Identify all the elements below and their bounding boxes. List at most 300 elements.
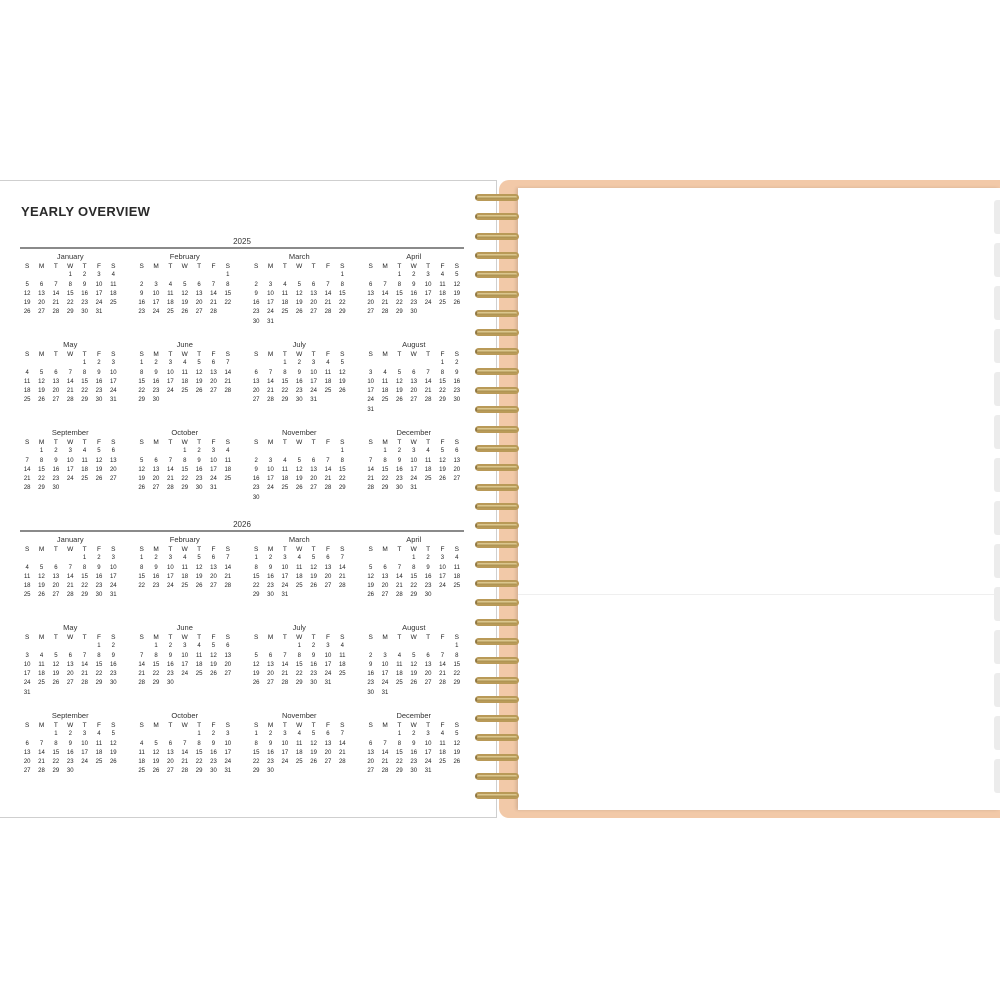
- day-number: 8: [226, 281, 230, 288]
- day-number: 27: [453, 476, 461, 483]
- day-number: 29: [453, 680, 461, 687]
- day-number: 5: [211, 643, 216, 650]
- day-number: 6: [211, 555, 216, 562]
- day-number: 20: [52, 388, 60, 395]
- day-number: 10: [310, 369, 317, 376]
- weekday-label: T: [282, 263, 287, 270]
- weekday-label: W: [67, 722, 74, 729]
- weekday-label: S: [225, 722, 230, 729]
- day-number: 6: [226, 643, 230, 650]
- day-number: 14: [424, 378, 432, 385]
- month-name: June: [176, 340, 193, 349]
- spiral-ring: [472, 521, 522, 531]
- day-number: 18: [38, 671, 45, 678]
- day-number: 11: [439, 740, 446, 747]
- day-number: 2: [97, 555, 101, 562]
- day-number: 18: [23, 583, 31, 590]
- day-number: 28: [267, 397, 274, 404]
- weekday-label: S: [368, 546, 373, 553]
- day-number: 5: [54, 652, 58, 659]
- day-number: 28: [181, 768, 189, 775]
- day-number: 25: [295, 583, 303, 590]
- weekday-label: M: [382, 722, 388, 729]
- day-number: 27: [224, 671, 232, 678]
- coil-loop: [475, 426, 519, 433]
- day-number: 23: [195, 476, 203, 483]
- day-number: 21: [324, 300, 332, 307]
- empty-day-cell: [20, 730, 34, 739]
- side-tab[interactable]: [994, 200, 1000, 234]
- day-number: 18: [439, 290, 446, 297]
- day-number: 3: [311, 360, 316, 367]
- day-number: 24: [109, 388, 117, 395]
- day-number: 26: [52, 680, 60, 687]
- weekday-label: F: [96, 722, 101, 729]
- day-number: 11: [110, 281, 117, 288]
- day-number: 30: [195, 485, 203, 492]
- day-number: 17: [424, 290, 432, 297]
- day-number: 8: [383, 457, 387, 464]
- weekday-label: T: [53, 351, 58, 358]
- day-number: 1: [97, 643, 101, 650]
- day-number: 7: [340, 731, 344, 738]
- weekday-label: S: [25, 263, 30, 270]
- day-number: 27: [195, 309, 203, 316]
- day-number: 11: [281, 466, 288, 473]
- day-number: 20: [324, 573, 332, 580]
- day-number: 10: [23, 661, 31, 668]
- day-number: 25: [81, 476, 88, 483]
- day-number: 23: [410, 300, 418, 307]
- day-number: 17: [152, 300, 160, 307]
- day-number: 8: [140, 564, 144, 571]
- day-number: 13: [52, 378, 60, 385]
- day-number: 21: [396, 583, 403, 590]
- day-number: 27: [152, 485, 160, 492]
- month-name: October: [171, 711, 199, 720]
- weekday-label: F: [96, 263, 101, 270]
- side-tab[interactable]: [994, 458, 1000, 492]
- day-number: 25: [23, 592, 31, 599]
- day-number: 10: [167, 369, 174, 376]
- weekday-label: M: [153, 546, 159, 553]
- day-number: 1: [82, 555, 87, 562]
- weekday-label: M: [267, 439, 274, 446]
- side-tab[interactable]: [994, 243, 1000, 277]
- day-number: 2: [311, 643, 316, 650]
- weekday-label: M: [267, 263, 274, 270]
- day-number: 17: [109, 573, 117, 580]
- day-number: 6: [412, 369, 416, 376]
- day-number: 22: [381, 476, 389, 483]
- day-number: 21: [224, 378, 232, 385]
- side-tab[interactable]: [994, 673, 1000, 707]
- spiral-ring: [472, 695, 522, 705]
- coil-loop: [475, 696, 519, 703]
- day-number: 8: [283, 369, 287, 376]
- day-number: 12: [252, 661, 260, 668]
- day-number: 25: [109, 300, 117, 307]
- empty-day-cell: [149, 730, 163, 739]
- day-number: 13: [210, 369, 217, 376]
- empty-day-cell: [49, 271, 63, 280]
- day-number: 8: [97, 652, 101, 659]
- weekday-label: T: [53, 722, 58, 729]
- day-number: 20: [310, 476, 317, 483]
- day-number: 17: [267, 476, 274, 483]
- day-number: 19: [109, 749, 117, 756]
- day-number: 7: [383, 281, 387, 288]
- day-number: 13: [66, 661, 74, 668]
- day-number: 12: [152, 749, 160, 756]
- day-number: 25: [453, 583, 461, 590]
- year-block-2026: [20, 520, 464, 799]
- coil-loop: [475, 291, 519, 298]
- day-number: 8: [340, 457, 344, 464]
- coil-loop: [475, 580, 519, 587]
- day-number: 21: [66, 583, 74, 590]
- day-number: 29: [338, 309, 346, 316]
- weekday-label: T: [426, 263, 431, 270]
- day-number: 18: [295, 573, 303, 580]
- day-number: 12: [52, 661, 60, 668]
- day-number: 14: [439, 661, 446, 668]
- day-number: 2: [268, 555, 273, 562]
- weekday-label: F: [211, 722, 216, 729]
- empty-day-cell: [292, 447, 306, 456]
- day-number: 27: [410, 397, 418, 404]
- day-number: 7: [369, 457, 373, 464]
- day-number: 29: [181, 485, 189, 492]
- day-number: 31: [23, 689, 31, 696]
- spiral-ring: [472, 290, 522, 300]
- day-number: 27: [66, 680, 74, 687]
- day-grid: [20, 262, 121, 318]
- day-number: 20: [367, 759, 375, 766]
- weekday-label: M: [382, 546, 388, 553]
- month-name: May: [63, 623, 78, 632]
- day-grid: [20, 350, 121, 406]
- spiral-ring: [472, 560, 522, 570]
- weekday-label: T: [168, 722, 173, 729]
- day-number: 21: [167, 476, 174, 483]
- day-number: 20: [210, 573, 217, 580]
- coil-loop: [475, 522, 519, 529]
- weekday-label: W: [410, 634, 417, 641]
- day-number: 9: [54, 457, 58, 464]
- day-number: 9: [311, 652, 316, 659]
- day-number: 30: [52, 485, 60, 492]
- empty-day-cell: [249, 359, 263, 368]
- day-number: 24: [267, 309, 274, 316]
- day-number: 28: [324, 309, 332, 316]
- day-number: 30: [367, 689, 375, 696]
- day-number: 16: [95, 573, 103, 580]
- weekday-label: W: [67, 351, 74, 358]
- day-number: 16: [138, 300, 146, 307]
- coil-loop: [475, 503, 519, 510]
- empty-day-cell: [206, 271, 220, 280]
- day-number: 14: [66, 573, 74, 580]
- weekday-label: S: [340, 634, 345, 641]
- day-number: 8: [254, 564, 258, 571]
- day-number: 22: [38, 476, 45, 483]
- weekday-label: T: [53, 263, 58, 270]
- day-number: 31: [109, 397, 117, 404]
- side-tab[interactable]: [994, 286, 1000, 320]
- day-number: 4: [183, 555, 187, 562]
- empty-day-cell: [249, 447, 263, 456]
- spiral-ring: [472, 405, 522, 415]
- weekday-label: T: [397, 263, 402, 270]
- day-number: 5: [197, 555, 201, 562]
- day-number: 11: [381, 378, 389, 385]
- day-number: 2: [111, 643, 115, 650]
- day-number: 1: [39, 448, 44, 455]
- day-number: 5: [140, 457, 144, 464]
- day-number: 12: [195, 369, 203, 376]
- day-number: 13: [381, 573, 389, 580]
- day-number: 5: [197, 360, 201, 367]
- empty-day-cell: [178, 730, 192, 739]
- weekday-label: M: [267, 634, 274, 641]
- day-number: 15: [81, 378, 88, 385]
- day-number: 9: [82, 281, 87, 288]
- day-number: 25: [281, 309, 289, 316]
- weekday-label: T: [426, 634, 431, 641]
- day-number: 10: [439, 564, 446, 571]
- weekday-label: S: [368, 634, 373, 641]
- day-number: 19: [295, 476, 303, 483]
- day-number: 5: [455, 272, 459, 279]
- day-number: 23: [410, 759, 418, 766]
- day-number: 26: [109, 759, 117, 766]
- day-number: 30: [267, 768, 274, 775]
- side-tab[interactable]: [994, 587, 1000, 621]
- day-number: 19: [210, 661, 217, 668]
- day-number: 19: [195, 573, 203, 580]
- day-number: 19: [453, 290, 461, 297]
- day-number: 19: [95, 466, 103, 473]
- day-number: 14: [81, 661, 88, 668]
- empty-day-cell: [364, 447, 378, 456]
- day-number: 7: [397, 564, 402, 571]
- day-grid: [135, 545, 236, 591]
- empty-day-cell: [306, 271, 320, 280]
- day-number: 14: [338, 564, 346, 571]
- side-tab[interactable]: [994, 716, 1000, 750]
- month-calendar-october: [135, 711, 236, 799]
- day-number: 21: [367, 476, 375, 483]
- day-number: 29: [138, 397, 146, 404]
- day-grid: [249, 350, 350, 406]
- day-number: 2: [412, 731, 416, 738]
- day-number: 20: [381, 583, 389, 590]
- day-number: 30: [152, 397, 160, 404]
- day-number: 8: [197, 740, 201, 747]
- spiral-ring: [472, 367, 522, 377]
- day-number: 2: [154, 360, 158, 367]
- months-grid: [20, 535, 464, 799]
- day-number: 20: [109, 466, 117, 473]
- day-number: 23: [252, 485, 260, 492]
- day-number: 5: [254, 652, 258, 659]
- empty-day-cell: [378, 730, 392, 739]
- weekday-label: S: [139, 546, 144, 553]
- day-number: 27: [367, 309, 375, 316]
- day-number: 20: [210, 378, 217, 385]
- day-number: 27: [167, 768, 174, 775]
- day-number: 15: [396, 290, 403, 297]
- day-number: 2: [54, 448, 58, 455]
- spiral-ring: [472, 772, 522, 782]
- side-tab[interactable]: [994, 415, 1000, 449]
- weekday-label: T: [311, 722, 316, 729]
- day-number: 18: [324, 378, 332, 385]
- day-number: 2: [68, 731, 72, 738]
- day-number: 20: [52, 583, 60, 590]
- empty-day-cell: [20, 554, 34, 563]
- day-number: 20: [195, 300, 203, 307]
- spiral-ring: [472, 753, 522, 763]
- side-tabs: [992, 200, 1000, 800]
- day-number: 13: [52, 573, 60, 580]
- day-number: 3: [25, 652, 29, 659]
- day-number: 21: [338, 573, 346, 580]
- day-number: 2: [426, 555, 430, 562]
- side-tab[interactable]: [994, 544, 1000, 578]
- spiral-ring: [472, 212, 522, 222]
- day-number: 13: [324, 564, 332, 571]
- day-number: 26: [195, 583, 203, 590]
- day-number: 11: [195, 652, 203, 659]
- day-grid: [135, 438, 236, 494]
- day-number: 20: [267, 671, 274, 678]
- day-number: 25: [281, 485, 289, 492]
- day-number: 4: [297, 555, 301, 562]
- spiral-ring: [472, 328, 522, 338]
- day-number: 14: [224, 369, 232, 376]
- day-number: 18: [224, 466, 232, 473]
- day-number: 3: [211, 448, 216, 455]
- month-name: November: [281, 711, 317, 720]
- day-number: 26: [23, 309, 31, 316]
- weekday-label: S: [254, 351, 259, 358]
- day-number: 21: [23, 476, 31, 483]
- day-number: 8: [254, 740, 258, 747]
- weekday-label: S: [139, 722, 144, 729]
- weekday-label: T: [197, 722, 202, 729]
- weekday-label: T: [311, 634, 316, 641]
- day-number: 6: [311, 281, 316, 288]
- day-number: 9: [154, 564, 158, 571]
- day-number: 11: [324, 369, 332, 376]
- weekday-label: T: [197, 439, 202, 446]
- empty-day-cell: [20, 271, 34, 280]
- weekday-label: W: [181, 439, 188, 446]
- day-number: 2: [97, 360, 101, 367]
- day-number: 20: [38, 300, 45, 307]
- day-number: 26: [453, 759, 461, 766]
- weekday-label: M: [267, 351, 274, 358]
- weekday-label: F: [440, 634, 445, 641]
- coil-loop: [475, 638, 519, 645]
- weekday-label: T: [168, 439, 173, 446]
- day-number: 24: [23, 680, 31, 687]
- day-number: 20: [224, 661, 232, 668]
- day-number: 26: [396, 397, 403, 404]
- day-number: 11: [24, 378, 31, 385]
- empty-day-cell: [49, 554, 63, 563]
- weekday-label: S: [225, 439, 230, 446]
- coil-loop: [475, 734, 519, 741]
- day-number: 21: [138, 671, 146, 678]
- side-tab[interactable]: [994, 372, 1000, 406]
- weekday-label: T: [397, 351, 402, 358]
- day-number: 25: [38, 680, 45, 687]
- day-number: 25: [295, 759, 303, 766]
- empty-day-cell: [278, 642, 292, 651]
- day-number: 14: [66, 378, 74, 385]
- empty-day-cell: [163, 271, 177, 280]
- weekday-label: S: [111, 634, 116, 641]
- day-number: 15: [252, 749, 260, 756]
- day-number: 14: [381, 749, 389, 756]
- empty-day-cell: [263, 359, 277, 368]
- day-number: 26: [181, 309, 189, 316]
- day-number: 14: [267, 378, 274, 385]
- day-number: 2: [297, 360, 301, 367]
- day-number: 3: [183, 643, 187, 650]
- day-number: 11: [138, 749, 145, 756]
- year-divider: [20, 247, 464, 249]
- day-number: 17: [81, 749, 88, 756]
- spiral-binding: [472, 193, 522, 808]
- day-number: 20: [252, 388, 260, 395]
- weekday-label: S: [254, 546, 259, 553]
- side-tab[interactable]: [994, 630, 1000, 664]
- weekday-label: W: [67, 546, 74, 553]
- weekday-label: F: [96, 546, 101, 553]
- weekday-label: W: [67, 439, 74, 446]
- coil-loop: [475, 715, 519, 722]
- day-number: 24: [424, 300, 432, 307]
- day-number: 12: [453, 740, 461, 747]
- weekday-label: T: [282, 439, 287, 446]
- month-calendar-july: [249, 340, 350, 428]
- side-tab[interactable]: [994, 759, 1000, 793]
- day-number: 30: [410, 768, 418, 775]
- month-calendar-february: [135, 535, 236, 623]
- day-number: 26: [310, 759, 317, 766]
- day-number: 20: [410, 388, 418, 395]
- day-number: 13: [310, 290, 317, 297]
- day-number: 24: [224, 759, 232, 766]
- day-number: 31: [95, 309, 103, 316]
- spiral-ring: [472, 193, 522, 203]
- day-number: 27: [210, 388, 217, 395]
- weekday-label: M: [38, 439, 45, 446]
- day-number: 18: [81, 466, 88, 473]
- side-tab[interactable]: [994, 501, 1000, 535]
- weekday-label: S: [254, 439, 259, 446]
- month-calendar-june: [135, 340, 236, 428]
- month-name: January: [56, 535, 84, 544]
- weekday-label: T: [53, 634, 58, 641]
- day-number: 29: [295, 680, 303, 687]
- day-number: 7: [54, 281, 58, 288]
- side-tab[interactable]: [994, 329, 1000, 363]
